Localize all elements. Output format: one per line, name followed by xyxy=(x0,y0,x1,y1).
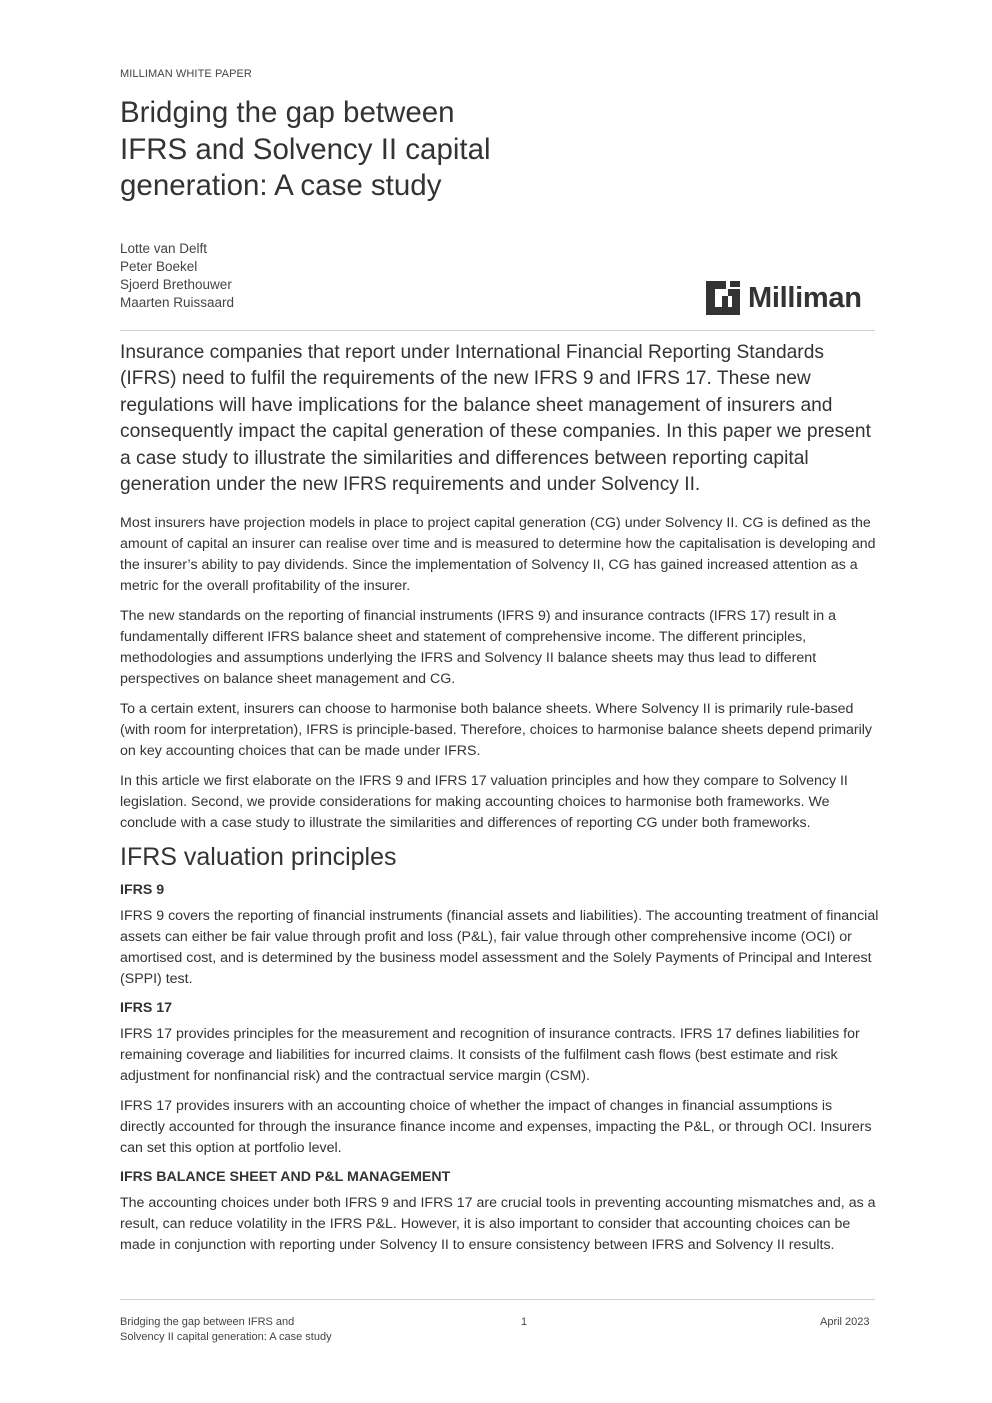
subsection-heading-ifrs17: IFRS 17 xyxy=(120,1000,173,1016)
body-paragraph: To a certain extent, insurers can choose to harmonise both balance sheets. Where Solvency II is primarily rule-based (with room for interpretation), IFRS is principle-based. Therefore, choices to harmonise balance sheets depend primarily on key accounting choices that can be made under IFRS. xyxy=(120,701,873,759)
header-divider xyxy=(120,330,875,331)
document-label: MILLIMAN WHITE PAPER xyxy=(120,68,252,80)
ifrs9-paragraph: IFRS 9 covers the reporting of financial instruments (financial assets and liabilities). The accounting treatment of financial assets can either be fair value through profit and loss (P&L), fair value through other comprehensive income (OCI) or amortised cost, and is determined by the business model assessment and the Solely Payments of Principal and Interest (SPPI) test. xyxy=(120,908,879,987)
footer-title-line: Solvency II capital generation: A case study xyxy=(120,1331,332,1343)
author-name: Peter Boekel xyxy=(120,259,198,274)
footer-title-line: Bridging the gap between IFRS and xyxy=(120,1316,295,1328)
footer-date: April 2023 xyxy=(820,1316,870,1328)
intro-paragraph: Insurance companies that report under International Financial Reporting Standards (IFRS) need to fulfil the requirements of the new IFRS 9 and IFRS 17. These new regulations will have implications for the balance sheet management of insurers and consequently impact the capital generation of these companies. In this paper we present a case study to illustrate the similarities and differences between reporting capital generation under the new IFRS requirements and under Solvency II. xyxy=(120,342,871,496)
body-paragraph: In this article we first elaborate on the IFRS 9 and IFRS 17 valuation principles and how they compare to Solvency II legislation. Second, we provide considerations for making accounting choices to harmonise both frameworks. We conclude with a case study to illustrate the similarities and differences of reporting CG under both frameworks. xyxy=(120,773,848,831)
page-number: 1 xyxy=(521,1316,528,1328)
subsection-heading-balance-sheet: IFRS BALANCE SHEET AND P&L MANAGEMENT xyxy=(120,1169,451,1185)
subsection-heading-ifrs9: IFRS 9 xyxy=(120,882,165,898)
milliman-logo xyxy=(706,281,862,315)
logo-wordmark: Milliman xyxy=(748,282,862,314)
title-line: IFRS and Solvency II capital xyxy=(120,132,491,166)
author-name: Sjoerd Brethouwer xyxy=(120,277,232,292)
author-name: Lotte van Delft xyxy=(120,241,208,256)
title-line: Bridging the gap between xyxy=(120,96,455,129)
footer-document-title xyxy=(120,1315,332,1345)
author-name: Maarten Ruissaard xyxy=(120,295,235,310)
section-heading: IFRS valuation principles xyxy=(120,843,397,871)
title-line: generation: A case study xyxy=(120,169,442,202)
footer-divider xyxy=(120,1299,875,1300)
milliman-logo-mark-icon xyxy=(706,281,740,315)
ifrs17-paragraph: IFRS 17 provides principles for the measurement and recognition of insurance contracts. IFRS 17 defines liabilities for remaining coverage and liabilities for incurred claims. It consists of the fulfilment cash flows (best estimate and risk adjustment for nonfinancial risk) and the contractual service margin (CSM). xyxy=(120,1026,860,1084)
ifrs17-paragraph: IFRS 17 provides insurers with an accounting choice of whether the impact of changes in financial assumptions is directly accounted for through the insurance finance income and expenses, impacting the P&L, or through OCI. Insurers can set this option at portfolio level. xyxy=(120,1098,872,1156)
author-list xyxy=(120,240,234,312)
body-paragraph: Most insurers have projection models in place to project capital generation (CG) under Solvency II. CG is defined as the amount of capital an insurer can realise over time and is measured to determine how the capitalisation is developing and the insurer’s ability to pay dividends. Since the implementation of Solvency II, CG has gained increased attention as a metric for the overall profitability of the insurer. xyxy=(120,515,876,594)
body-paragraph: The new standards on the reporting of financial instruments (IFRS 9) and insurance contracts (IFRS 17) result in a fundamentally different IFRS balance sheet and statement of comprehensive income. The different principles, methodologies and assumptions underlying the IFRS and Solvency II balance sheets may thus lead to different perspectives on balance sheet management and CG. xyxy=(120,608,837,687)
balance-sheet-paragraph: The accounting choices under both IFRS 9 and IFRS 17 are crucial tools in preventing accounting mismatches and, as a result, can reduce volatility in the IFRS P&L. However, it is also important to consider that accounting choices can be made in conjunction with reporting under Solvency II to ensure consistency between IFRS and Solvency II results. xyxy=(120,1195,876,1253)
page-title xyxy=(120,95,680,205)
